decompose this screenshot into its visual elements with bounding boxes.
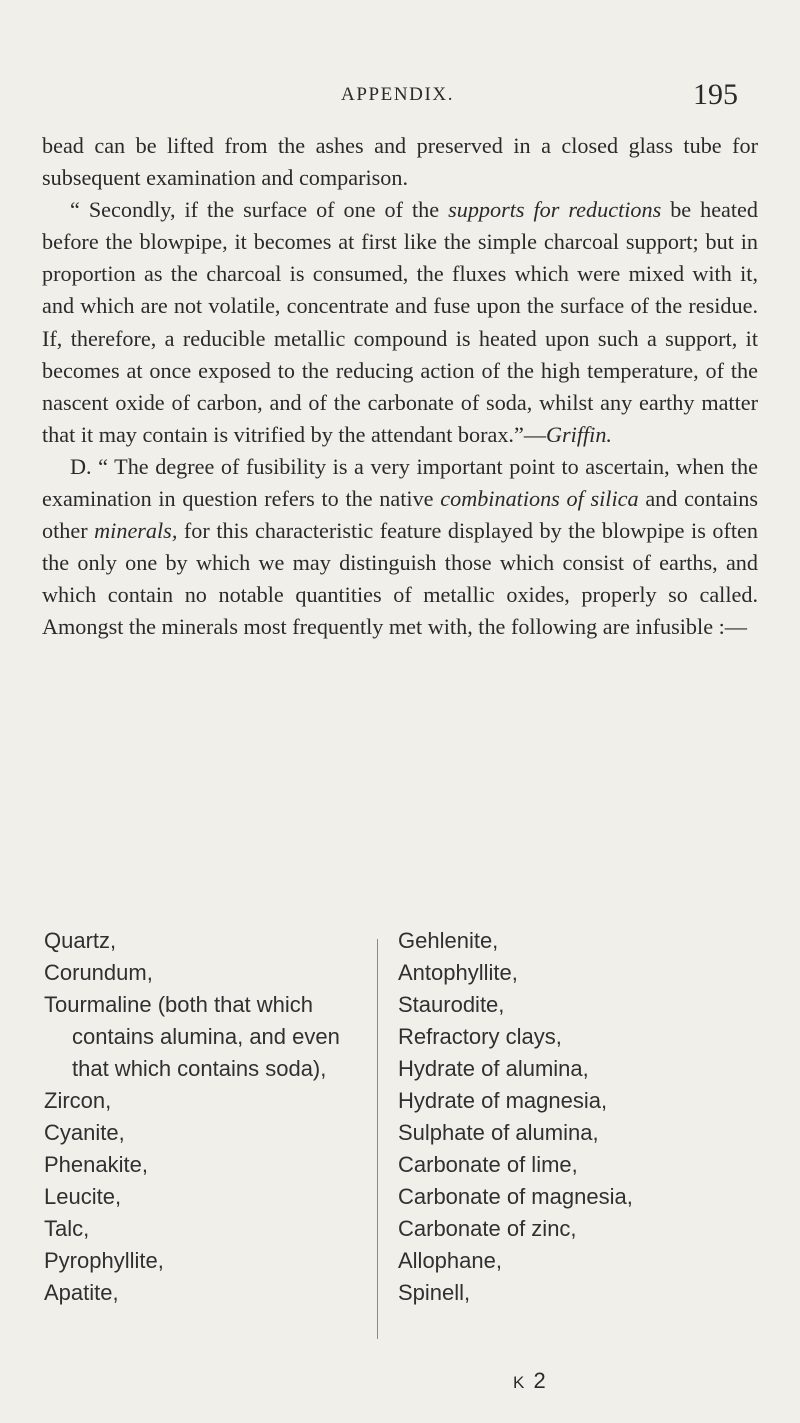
running-title: APPENDIX. xyxy=(341,84,455,105)
list-item: Spinell, xyxy=(398,1280,471,1305)
list-item: Zircon, xyxy=(44,1088,112,1113)
paragraph-3 xyxy=(42,451,758,644)
list-item: Pyrophyllite, xyxy=(44,1248,164,1273)
paragraph-1 xyxy=(42,130,758,194)
paragraph-3-text-b: and contains other xyxy=(42,486,759,544)
list-item: Cyanite, xyxy=(44,1120,125,1145)
list-item: Tourmaline (both that which xyxy=(44,992,314,1017)
list-item: Leucite, xyxy=(44,1184,122,1209)
list-item: Carbonate of zinc, xyxy=(398,1216,577,1241)
signature-mark xyxy=(513,1368,548,1394)
column-divider xyxy=(377,939,378,1339)
list-item: Hydrate of magnesia, xyxy=(398,1088,608,1113)
signature-letter: K xyxy=(513,1373,526,1392)
list-item: Antophyllite, xyxy=(398,960,518,985)
body-text xyxy=(42,130,758,644)
page-number: 195 xyxy=(693,78,738,111)
paragraph-3-text-c: for this characteristic feature displayed by the blowpipe is often the only one by which we may distinguish those which consist of earths, and which contain no notable quantities of metallic oxides, properly so called. Amongst the minerals most frequently met with, the following are infusible :— xyxy=(42,518,759,640)
paragraph-3-text-a: D. “ The degree of fusibility is a very important point to ascertain, when the examination in question refers to the native xyxy=(42,453,758,512)
paragraph-2-text-b: be heated before the blowpipe, it becomes at first like the simple charcoal support; but in proportion as the charcoal is consumed, the fluxes which were mixed with it, and which are not volatile, concentrate and fuse upon the surface of the residue. If, therefore, a reducible metallic compound is heated upon such a support, it becomes at once exposed to the reducing action of the high temperature, of the nascent oxide of carbon, and of the carbonate of soda, whilst any earthy matter that it may contain is vitrified by the attendant borax.”— xyxy=(42,197,758,447)
infusible-minerals-list xyxy=(44,925,764,1365)
page-header xyxy=(0,78,800,120)
paragraph-2-emphasis: supports for reductions xyxy=(448,197,662,223)
list-item: Hydrate of alumina, xyxy=(398,1056,589,1081)
list-item: Allophane, xyxy=(398,1248,502,1273)
paragraph-3-emphasis-1: combinations of silica xyxy=(440,486,639,512)
list-item: Carbonate of lime, xyxy=(398,1152,578,1177)
list-item: Sulphate of alumina, xyxy=(398,1120,599,1145)
left-column xyxy=(44,925,364,1309)
signature-number: 2 xyxy=(533,1368,548,1393)
paragraph-2 xyxy=(42,194,758,451)
paragraph-2-text-a: “ Secondly, if the surface of one of the xyxy=(70,197,449,223)
list-item: Quartz, xyxy=(44,928,117,953)
list-item: Carbonate of magnesia, xyxy=(398,1184,633,1209)
paragraph-3-emphasis-2: minerals, xyxy=(94,518,178,544)
list-item: that which contains soda), xyxy=(72,1056,327,1081)
paragraph-1-text: bead can be lifted from the ashes and preserved in a closed glass tube for subsequent examination and comparison. xyxy=(42,133,758,191)
list-item: Talc, xyxy=(44,1216,90,1241)
list-item: contains alumina, and even xyxy=(72,1024,340,1049)
list-item: Corundum, xyxy=(44,960,153,985)
list-item: Phenakite, xyxy=(44,1152,148,1177)
list-item: Gehlenite, xyxy=(398,928,499,953)
list-item: Refractory clays, xyxy=(398,1024,562,1049)
right-column xyxy=(398,925,758,1309)
citation: Griffin. xyxy=(546,421,612,447)
list-item: Staurodite, xyxy=(398,992,505,1017)
list-item: Apatite, xyxy=(44,1280,119,1305)
